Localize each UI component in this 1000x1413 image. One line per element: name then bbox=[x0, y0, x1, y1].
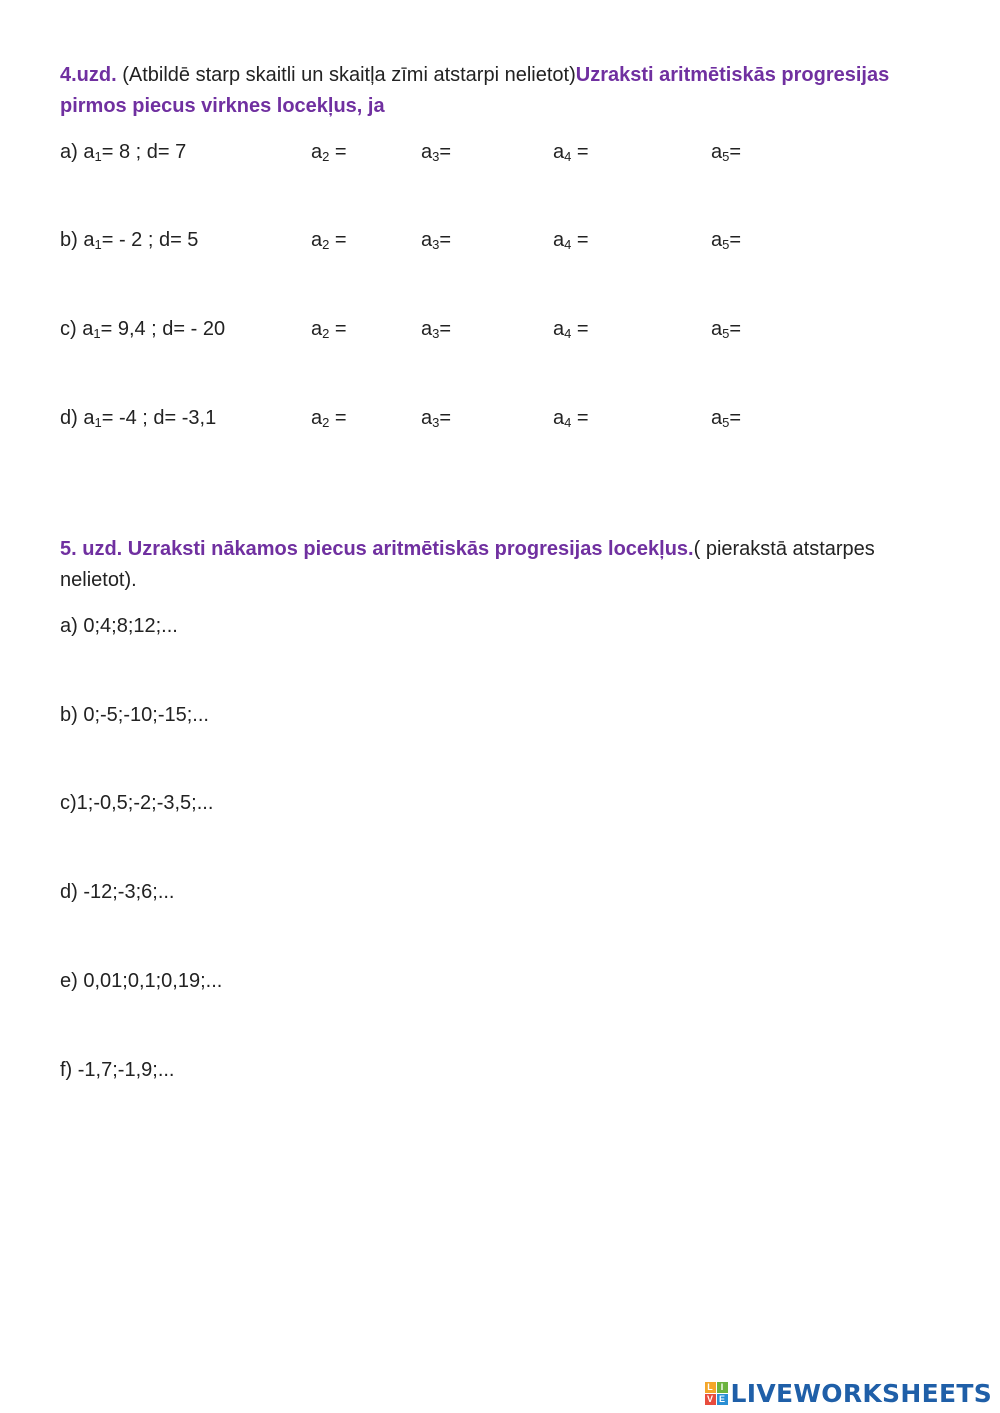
logo-letter: I bbox=[717, 1382, 728, 1393]
term-a5: a5= bbox=[711, 407, 742, 430]
given-values: b) a1= - 2 ; d= 5 bbox=[60, 229, 199, 252]
given-values: a) a1= 8 ; d= 7 bbox=[60, 141, 187, 164]
logo-letter: L bbox=[705, 1382, 716, 1393]
term-a3: a3= bbox=[421, 407, 452, 430]
logo-mark bbox=[705, 1382, 728, 1405]
term-a2: a2 = bbox=[311, 141, 347, 164]
task4-note: (Atbildē starp skaitli un skaitļa zīmi atstarpi nelietot) bbox=[116, 64, 576, 86]
term-a4: a4 = bbox=[553, 318, 589, 341]
task5-instruction: 5. uzd. Uzraksti nākamos piecus aritmētiskās progresijas locekļus. bbox=[60, 538, 694, 560]
liveworksheets-logo bbox=[705, 1378, 992, 1408]
term-a3: a3= bbox=[421, 229, 452, 252]
logo-text: LIVEWORKSHEETS bbox=[730, 1378, 992, 1408]
task4-row-d bbox=[0, 403, 1000, 433]
term-a5: a5= bbox=[711, 229, 742, 252]
term-a5: a5= bbox=[711, 141, 742, 164]
term-a4: a4 = bbox=[553, 141, 589, 164]
term-a2: a2 = bbox=[311, 229, 347, 252]
task5-item-b: b) 0;-5;-10;-15;... bbox=[60, 704, 209, 726]
task5-note: ( pierakstā atstarpes nelietot). bbox=[60, 538, 875, 591]
task5-item-a: a) 0;4;8;12;... bbox=[60, 615, 178, 637]
task4-row-c bbox=[0, 314, 1000, 344]
term-a4: a4 = bbox=[553, 229, 589, 252]
task4-row-b bbox=[0, 225, 1000, 255]
logo-letter: E bbox=[717, 1394, 728, 1405]
given-values: d) a1= -4 ; d= -3,1 bbox=[60, 407, 217, 430]
task4-instruction: Uzraksti aritmētiskās progresijas pirmos piecus virknes locekļus, ja bbox=[60, 64, 890, 117]
task5-item-f: f) -1,7;-1,9;... bbox=[60, 1059, 175, 1081]
term-a3: a3= bbox=[421, 141, 452, 164]
term-a5: a5= bbox=[711, 318, 742, 341]
task5-item-d: d) -12;-3;6;... bbox=[60, 881, 175, 903]
term-a2: a2 = bbox=[311, 407, 347, 430]
task5-heading bbox=[60, 534, 950, 596]
task4-heading bbox=[60, 60, 950, 122]
term-a3: a3= bbox=[421, 318, 452, 341]
task4-number: 4.uzd. bbox=[60, 64, 117, 86]
task5-item-c: c)1;-0,5;-2;-3,5;... bbox=[60, 792, 214, 814]
given-values: c) a1= 9,4 ; d= - 20 bbox=[60, 318, 226, 341]
term-a2: a2 = bbox=[311, 318, 347, 341]
term-a4: a4 = bbox=[553, 407, 589, 430]
task4-row-a bbox=[0, 137, 1000, 167]
logo-letter: V bbox=[705, 1394, 716, 1405]
task5-item-e: e) 0,01;0,1;0,19;... bbox=[60, 970, 223, 992]
